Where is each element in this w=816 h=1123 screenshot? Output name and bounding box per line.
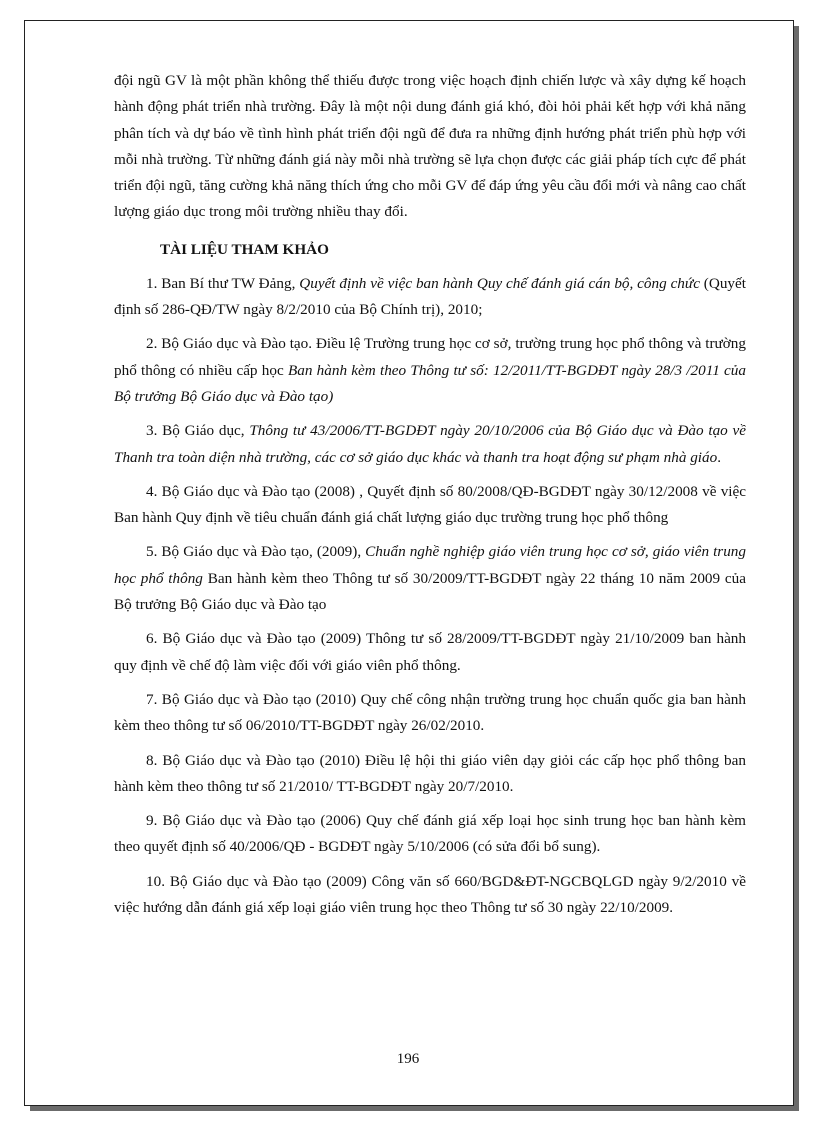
references-heading: TÀI LIỆU THAM KHẢO [160, 240, 329, 258]
page-number: 196 [396, 1051, 420, 1067]
intro-paragraph: đội ngũ GV là một phần không thể thiếu được trong việc hoạch định chiến lược và xây dựng kế hoạch hành động phát triển nhà trường. Đây là một nội dung đánh giá khó, đòi hỏi phải kết hợp với khả năng phân tích và dự báo về tình hình phát triển đội ngũ để đưa ra những định hướng phát triển phù hợp với mỗi nhà trường. Từ những đánh giá này mỗi nhà trường sẽ lựa chọn được các giải pháp tích cực để phát triển đội ngũ, tăng cường khả năng thích ứng cho mỗi GV để đáp ứng yêu cầu đổi mới và nâng cao chất lượng giáo dục trong môi trường nhiều thay đổi. [114, 72, 746, 221]
reference-item: 5. Bộ Giáo dục và Đào tạo, (2009), Chuẩn nghề nghiệp giáo viên trung học cơ sở, giáo viên trung học phổ thông Ban hành kèm theo Thông tư số 30/2009/TT-BGDĐT ngày 22 tháng 10 năm 2009 của Bộ trưởng Bộ Giáo dục và Đào tạo [114, 543, 746, 614]
reference-item: 2. Bộ Giáo dục và Đào tạo. Điều lệ Trường trung học cơ sở, trường trung học phổ thông và trường phổ thông có nhiều cấp học Ban hành kèm theo Thông tư số: 12/2011/TT-BGDĐT ngày 28/3 /2011 của Bộ trưởng Bộ Giáo dục và Đào tạo) [114, 335, 746, 405]
document-body [114, 68, 746, 921]
reference-item: 1. Ban Bí thư TW Đảng, Quyết định về việc ban hành Quy chế đánh giá cán bộ, công chức (Quyết định số 286-QĐ/TW ngày 8/2/2010 của Bộ Chính trị), 2010; [114, 274, 746, 319]
reference-item: 8. Bộ Giáo dục và Đào tạo (2010) Điều lệ hội thi giáo viên dạy giỏi các cấp học phổ thông ban hành kèm theo thông tư số 21/2010/ TT-BGDĐT ngày 20/7/2010. [114, 751, 746, 795]
page-shadow-right [794, 26, 799, 1109]
reference-item: 9. Bộ Giáo dục và Đào tạo (2006) Quy chế đánh giá xếp loại học sinh trung học ban hành kèm theo quyết định số 40/2006/QĐ - BGDĐT ngày 5/10/2006 (có sửa đổi bổ sung). [114, 812, 746, 856]
reference-item: 6. Bộ Giáo dục và Đào tạo (2009) Thông tư số 28/2009/TT-BGDĐT ngày 21/10/2009 ban hành quy định về chế độ làm việc đối với giáo viên phổ thông. [114, 630, 746, 674]
reference-item: 4. Bộ Giáo dục và Đào tạo (2008) , Quyết định số 80/2008/QĐ-BGDĐT ngày 30/12/2008 về việc Ban hành Quy định về tiêu chuẩn đánh giá chất lượng giáo dục trường trung học phổ thông [114, 482, 746, 527]
reference-item: 7. Bộ Giáo dục và Đào tạo (2010) Quy chế công nhận trường trung học chuẩn quốc gia ban hành kèm theo thông tư số 06/2010/TT-BGDĐT ngày 26/02/2010. [114, 690, 746, 735]
page-shadow-bottom [30, 1106, 799, 1111]
reference-item: 3. Bộ Giáo dục, Thông tư 43/2006/TT-BGDĐT ngày 20/10/2006 của Bộ Giáo dục và Đào tạo về Thanh tra toàn diện nhà trường, các cơ sở giáo dục khác và thanh tra hoạt động sư phạm nhà giáo. [114, 422, 746, 466]
reference-item: 10. Bộ Giáo dục và Đào tạo (2009) Công văn số 660/BGD&ĐT-NGCBQLGD ngày 9/2/2010 về việc hướng dẫn đánh giá xếp loại giáo viên trung học theo Thông tư số 30 ngày 22/10/2009. [114, 872, 746, 917]
